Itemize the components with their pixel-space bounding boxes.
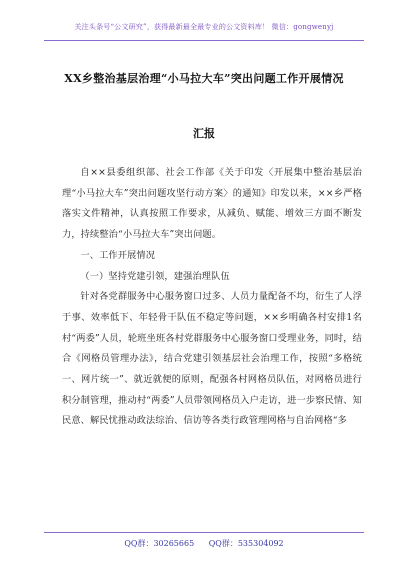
header-banner: 关注头条号“公文研究”，获得最新最全最专业的公文资料库！ 微信：gongwenyj	[74, 23, 334, 31]
subsection-heading: （一）坚持党建引领，建强治理队伍	[80, 270, 230, 282]
document-title: XX乡整治基层治理“小马拉大车”突出问题工作开展情况	[64, 72, 344, 85]
paragraph-intro: 自××县委组织部、社会工作部《关于印发〈开展集中整治基层治理“小马拉大车”突出问题攻坚行动方案〉的通知》印发以来，××乡严格落实文件精神，认真按照工作要求，从减负、赋能、增效三方面不断发力，持续整治“小马拉大车”突出问题。	[62, 167, 362, 241]
section-heading: 一、工作开展情况	[80, 249, 156, 261]
footer	[0, 538, 408, 549]
footer-qq-group-2: QQ群：535304092	[208, 539, 284, 548]
footer-divider	[44, 532, 364, 533]
paragraph-body: 针对各党群服务中心服务窗口过多、人员力量配备不均，衍生了人浮于事、效率低下、年轻骨干队伍不稳定等问题，××乡明确各村安排1名村“两委”人员，轮班坐班各村党群服务中心服务窗口受理业务，同时，结合《网格员管理办法》，结合党建引领基层社会治理工作，按照“多格统一、网片统一”、就近就便的原则，配强各村网格员队伍，对网格员进行积分制管理，推动村“两委”人员带领网格员入户走访，进一步察民情、知民意、解民忧推动政法综治、信访等各类行政管理网格与自治网格“多	[62, 291, 362, 427]
document-subtitle: 汇报	[193, 127, 215, 140]
document-body	[62, 163, 362, 432]
header-divider	[44, 40, 364, 41]
footer-qq-group-1: QQ群：30265665	[124, 539, 195, 548]
